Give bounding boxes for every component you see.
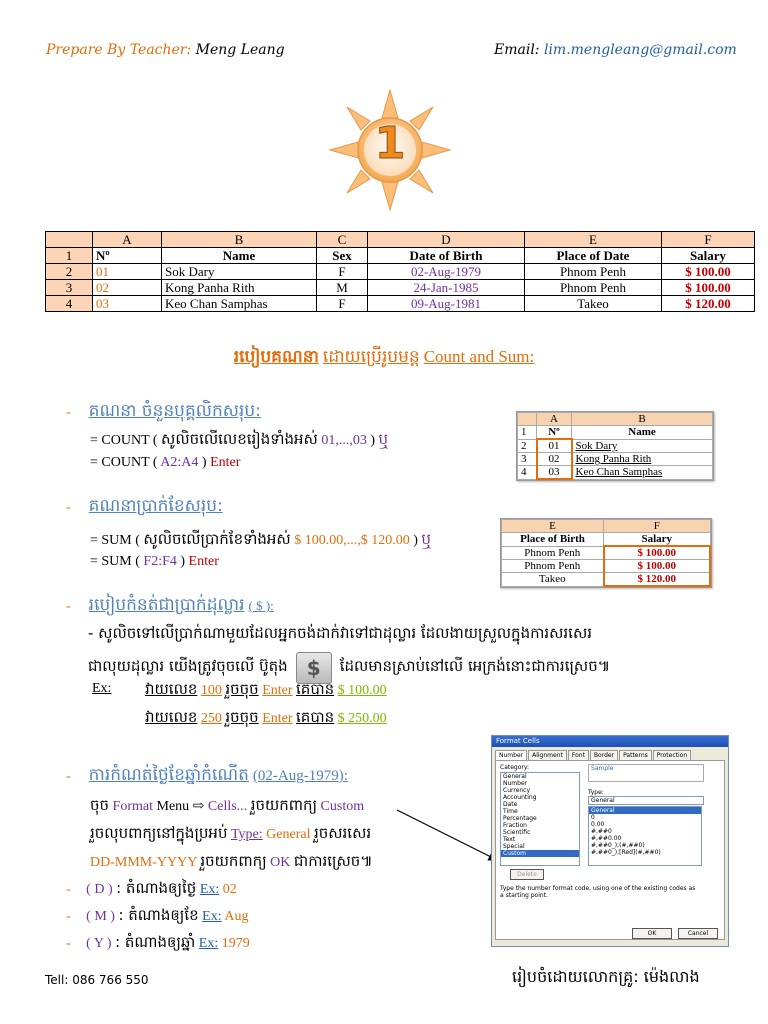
cell-salary: $ 120.00 <box>662 296 755 312</box>
cancel-button[interactable]: Cancel <box>678 928 718 939</box>
col-letter-a: A <box>93 232 162 248</box>
ex1-num: 100 <box>200 683 222 698</box>
bullet-dash: - <box>66 405 71 420</box>
category-item[interactable]: General <box>503 773 527 780</box>
date-item-kh: : តំណាងឲ្យខែ <box>118 906 199 924</box>
sum-close: ) <box>413 533 418 548</box>
email-label: Email: <box>494 42 540 58</box>
corner-cell <box>518 413 537 426</box>
sum-range-2: F2:F4 <box>143 554 177 569</box>
teacher-name: Meng Leang <box>195 42 285 58</box>
date-item-code: ( Y ) <box>86 936 112 951</box>
cell-sex: F <box>317 296 368 312</box>
cell-place: Phnom Penh <box>525 280 662 296</box>
date-item-ex-label: Ex: <box>199 882 220 897</box>
category-item[interactable]: Time <box>503 808 518 815</box>
format-cells-dialog <box>491 735 729 947</box>
date-l1-cells: Cells... <box>207 799 248 814</box>
preview-table <box>517 412 713 480</box>
row-number: 2 <box>518 439 537 453</box>
date-l1-kh2: រួចយកពាក្យ <box>250 796 318 814</box>
ex1-enter: Enter <box>262 683 293 698</box>
dialog-title: Format Cells <box>492 736 728 747</box>
date-item <box>66 933 250 953</box>
section-dollar-title <box>66 594 274 619</box>
ex2-enter: Enter <box>262 711 293 726</box>
tab-number[interactable]: Number <box>495 750 527 760</box>
count-close-2: ) <box>201 455 207 470</box>
date-line-3 <box>90 852 373 872</box>
category-item[interactable]: Number <box>503 780 528 787</box>
dollar-example-2-body <box>145 708 387 728</box>
sum-range: $ 100.00,...,$ 120.00 <box>294 533 410 548</box>
ok-button[interactable]: OK <box>632 928 672 939</box>
format-description: Type the number format code, using one of the existing codes as a starting point. <box>500 885 696 899</box>
date-item-kh: : តំណាងឲ្យឆ្នាំ <box>115 933 196 951</box>
header-no: Nº <box>537 426 572 440</box>
category-list[interactable] <box>500 772 580 866</box>
header-name: Name <box>572 426 713 440</box>
category-item[interactable]: Scientific <box>503 829 531 836</box>
date-l2-kh2: រួចសរសេរ <box>313 824 372 842</box>
cell-no: 03 <box>93 296 162 312</box>
count-func: = COUNT ( <box>90 433 158 448</box>
dollar-example-1-body <box>145 680 387 700</box>
date-l3-kh: រួចយកពាក្យ <box>200 852 267 870</box>
currency-style-button[interactable]: $ <box>296 652 332 684</box>
ex1-kh: វាយលេខ <box>145 680 198 698</box>
count-func-2: = COUNT ( <box>90 455 158 470</box>
cell-salary: $ 100.00 <box>604 546 711 560</box>
header-name: Name <box>162 248 317 264</box>
cell-dob: 02-Aug-1979 <box>368 264 525 280</box>
badge-number: 1 <box>374 118 406 169</box>
row-number: 1 <box>518 426 537 440</box>
cell-no: 03 <box>537 466 572 480</box>
date-title: ការកំណត់ថ្ងៃខែឆ្នាំកំណើត <box>88 765 249 785</box>
sum-func: = SUM ( <box>90 533 140 548</box>
date-item-ex-value: 1979 <box>221 936 250 951</box>
date-item-kh: : តំណាងឲ្យថ្ងៃ <box>116 879 197 897</box>
table-header-row <box>46 248 755 264</box>
row-number: 4 <box>518 466 537 480</box>
date-l2-type: Type: <box>230 827 263 842</box>
header-sex: Sex <box>317 248 368 264</box>
bullet-dash: - <box>66 769 71 784</box>
tab-font[interactable]: Font <box>568 750 589 760</box>
header-no: Nº <box>93 248 162 264</box>
row-number: 2 <box>46 264 93 280</box>
count-close: ) <box>370 433 376 448</box>
cell-salary: $ 100.00 <box>662 264 755 280</box>
sum-or: ឬ <box>421 530 431 548</box>
sum-range-preview <box>500 518 712 588</box>
header-prepare <box>46 42 285 58</box>
ex1-kh2: រួចចុច <box>225 680 259 698</box>
employee-table <box>45 231 755 312</box>
sum-enter: Enter <box>188 554 219 569</box>
col-letter-e: E <box>525 232 662 248</box>
date-l1-menu: Menu <box>156 799 190 814</box>
category-item[interactable]: Accounting <box>503 794 537 801</box>
date-l1-custom: Custom <box>320 799 365 814</box>
footer-teacher-kh: ម៉េងលាង <box>643 967 700 986</box>
header-salary: Salary <box>662 248 755 264</box>
lesson-title-kh-bold: របៀបគណនា <box>233 347 319 367</box>
date-l3-fmt: DD-MMM-YYYY <box>90 855 197 870</box>
ex2-kh3: គេបាន <box>296 708 335 726</box>
date-item-ex-value: Aug <box>224 909 249 924</box>
date-line-2 <box>90 824 371 844</box>
date-l2-general: General <box>266 827 311 842</box>
arrow-right-icon: ⇨ <box>192 799 205 814</box>
dollar-para-1: - សូលិចទៅលើប្រាក់ណាមួយដែលអ្នកចង់ដាក់វាទៅជាដុល្លារ ដែលងាយស្រួលក្នុងការសរសេរ <box>88 624 592 642</box>
cell-name: Keo Chan Samphas <box>572 466 713 480</box>
type-label: Type: <box>588 789 604 796</box>
category-item[interactable]: Currency <box>503 787 531 794</box>
category-item[interactable]: Percentage <box>503 815 537 822</box>
cell-dob: 24-Jan-1985 <box>368 280 525 296</box>
row-number: 4 <box>46 296 93 312</box>
dialog-body <box>495 760 725 940</box>
sum-title: គណនាប្រាក់ខែសរុប: <box>88 496 223 516</box>
col-letter-f: F <box>662 232 755 248</box>
cell-name: Kong Panha Rith <box>572 453 713 466</box>
ex2-num: 250 <box>200 711 222 726</box>
sum-line-1 <box>90 530 431 550</box>
category-item[interactable]: Date <box>503 801 518 808</box>
table-row <box>46 264 755 280</box>
cell-place: Takeo <box>525 296 662 312</box>
cell-no: 01 <box>93 264 162 280</box>
cell-salary: $ 100.00 <box>604 560 711 573</box>
email-link[interactable]: lim.mengleang@gmail.com <box>543 42 737 58</box>
count-range-2: A2:A4 <box>160 455 199 470</box>
header-place: Place of Date <box>525 248 662 264</box>
date-l3-kh2: ជាការស្រេច៕ <box>293 852 373 870</box>
cell-salary: $ 100.00 <box>662 280 755 296</box>
bullet-dash: - <box>66 882 71 897</box>
bullet-dash: - <box>66 599 71 614</box>
type-item[interactable]: #,##0_);(#,##0) <box>591 842 645 849</box>
date-item-ex-value: 02 <box>222 882 237 897</box>
category-item[interactable]: Text <box>503 836 516 843</box>
row-number: 3 <box>46 280 93 296</box>
col-letter: F <box>604 520 711 533</box>
table-row <box>46 280 755 296</box>
section-sum-title <box>66 495 223 520</box>
cell-no: 01 <box>537 439 572 453</box>
count-line-1 <box>90 430 388 450</box>
col-letter: E <box>502 520 604 533</box>
date-line-1 <box>90 796 364 816</box>
date-item-ex-label: Ex: <box>202 909 222 924</box>
pointer-arrow <box>395 800 505 870</box>
bullet-dash: - <box>66 500 71 515</box>
cell-place: Phnom Penh <box>525 264 662 280</box>
delete-button[interactable]: Delete <box>510 869 544 880</box>
type-item-selected[interactable]: General <box>589 807 701 814</box>
ex1-result: $ 100.00 <box>337 683 387 698</box>
count-kh: សូលិចលើលេខរៀងទាំងអស់ <box>161 430 318 448</box>
sum-func-2: = SUM ( <box>90 554 140 569</box>
col-letter: A <box>537 413 572 426</box>
type-item[interactable]: 0 <box>591 814 595 821</box>
category-item-selected[interactable]: Custom <box>501 850 579 857</box>
bullet-dash: - <box>66 909 71 924</box>
dollar-example-1 <box>92 680 111 698</box>
type-list[interactable] <box>588 806 702 866</box>
ex2-kh2: រួចចុច <box>225 708 259 726</box>
lesson-title <box>0 346 768 371</box>
date-item <box>66 906 248 926</box>
ex2-kh: វាយលេខ <box>145 708 198 726</box>
bullet-dash: - <box>66 936 71 951</box>
cell-no: 02 <box>93 280 162 296</box>
cell-sex: F <box>317 264 368 280</box>
corner-cell <box>46 232 93 248</box>
dialog-tabs <box>492 747 728 760</box>
dollar-title-symbol: ( $ ): <box>248 598 274 613</box>
lesson-title-kh: ដោយប្រើរូបមន្ត <box>322 347 420 367</box>
col-letter: B <box>572 413 713 426</box>
sum-close-2: ) <box>180 554 186 569</box>
cell-sex: M <box>317 280 368 296</box>
footer-phone: Tell: 086 766 550 <box>45 973 149 987</box>
type-item[interactable]: #,##0.00 <box>591 835 622 842</box>
sample-label: Sample <box>591 765 614 772</box>
row-number: 3 <box>518 453 537 466</box>
header-salary: Salary <box>604 533 711 547</box>
cell-name: Sok Dary <box>572 439 713 453</box>
count-enter: Enter <box>210 455 241 470</box>
date-l2-kh: រួចលុបពាក្យនៅក្នុងប្រអប់ <box>90 824 228 842</box>
dollar-para-2a: ជាលុយដុល្លារ យើងត្រូវចុចលើ ប៊ូតុង <box>88 657 288 675</box>
section-date-title <box>66 764 348 789</box>
type-item[interactable]: #,##0_);[Red](#,##0) <box>591 849 661 856</box>
count-range: 01,...,03 <box>321 433 367 448</box>
date-item-ex-label: Ex: <box>198 936 219 951</box>
sample-box <box>588 764 704 782</box>
header-dob: Date of Birth <box>368 248 525 264</box>
date-item-code: ( M ) <box>86 909 115 924</box>
sun-number-badge <box>328 88 452 212</box>
section-count-title <box>66 400 261 425</box>
row-number: 1 <box>46 248 93 264</box>
type-item[interactable]: #,##0 <box>591 828 612 835</box>
col-letter-c: C <box>317 232 368 248</box>
footer-by-label: រៀបចំដោយលោកគ្រូ: <box>512 967 639 986</box>
date-item-code: ( D ) <box>86 882 113 897</box>
lesson-title-en: Count and Sum: <box>423 347 535 366</box>
header-email <box>494 42 737 58</box>
cell-name: Sok Dary <box>162 264 317 280</box>
date-l1-format: Format <box>112 799 153 814</box>
preview-table <box>501 519 711 587</box>
header-place: Place of Birth <box>502 533 604 547</box>
count-title: គណនា ចំនួនបុគ្គលិកសរុប: <box>88 401 261 421</box>
ex1-kh3: គេបាន <box>296 680 335 698</box>
cell-dob: 09-Aug-1981 <box>368 296 525 312</box>
col-letter-d: D <box>368 232 525 248</box>
sum-kh: សូលិចលើប្រាក់ខែទាំងអស់ <box>143 530 291 548</box>
date-title-example: (02-Aug-1979): <box>252 768 348 784</box>
cell-no: 02 <box>537 453 572 466</box>
ex2-result: $ 250.00 <box>337 711 387 726</box>
date-item <box>66 879 237 899</box>
tab-border[interactable]: Border <box>590 750 618 760</box>
date-l3-ok: OK <box>270 855 291 870</box>
tab-protection[interactable]: Protection <box>653 750 691 760</box>
count-line-2 <box>90 454 240 472</box>
category-item[interactable]: Special <box>503 843 525 850</box>
type-item[interactable]: 0.00 <box>591 821 605 828</box>
tab-patterns[interactable]: Patterns <box>619 750 652 760</box>
category-label: Category: <box>500 764 529 771</box>
cell-name: Kong Panha Rith <box>162 280 317 296</box>
type-input[interactable]: General <box>588 796 704 805</box>
dollar-para-2b: ដែលមានស្រាប់នៅលើ អេក្រង់នោះជាការស្រេច៕ <box>339 657 611 675</box>
category-item[interactable]: Fraction <box>503 822 527 829</box>
col-letter-b: B <box>162 232 317 248</box>
sum-line-2 <box>90 553 219 571</box>
ex-label: Ex: <box>92 681 112 696</box>
table-row <box>46 296 755 312</box>
column-letter-row <box>46 232 755 248</box>
tab-alignment[interactable]: Alignment <box>528 750 567 760</box>
cell-place: Phnom Penh <box>502 560 604 573</box>
count-range-preview <box>516 411 714 481</box>
cell-place: Phnom Penh <box>502 546 604 560</box>
cell-place: Takeo <box>502 573 604 587</box>
cell-name: Keo Chan Samphas <box>162 296 317 312</box>
prepare-label: Prepare By Teacher: <box>46 42 192 58</box>
date-l1-kh: ចុច <box>90 796 110 814</box>
cell-salary: $ 120.00 <box>604 573 711 587</box>
count-or: ឬ <box>378 430 389 448</box>
footer-author <box>512 966 700 990</box>
dollar-title: របៀបកំនត់ជាប្រាក់ដុល្លារ <box>88 595 245 615</box>
